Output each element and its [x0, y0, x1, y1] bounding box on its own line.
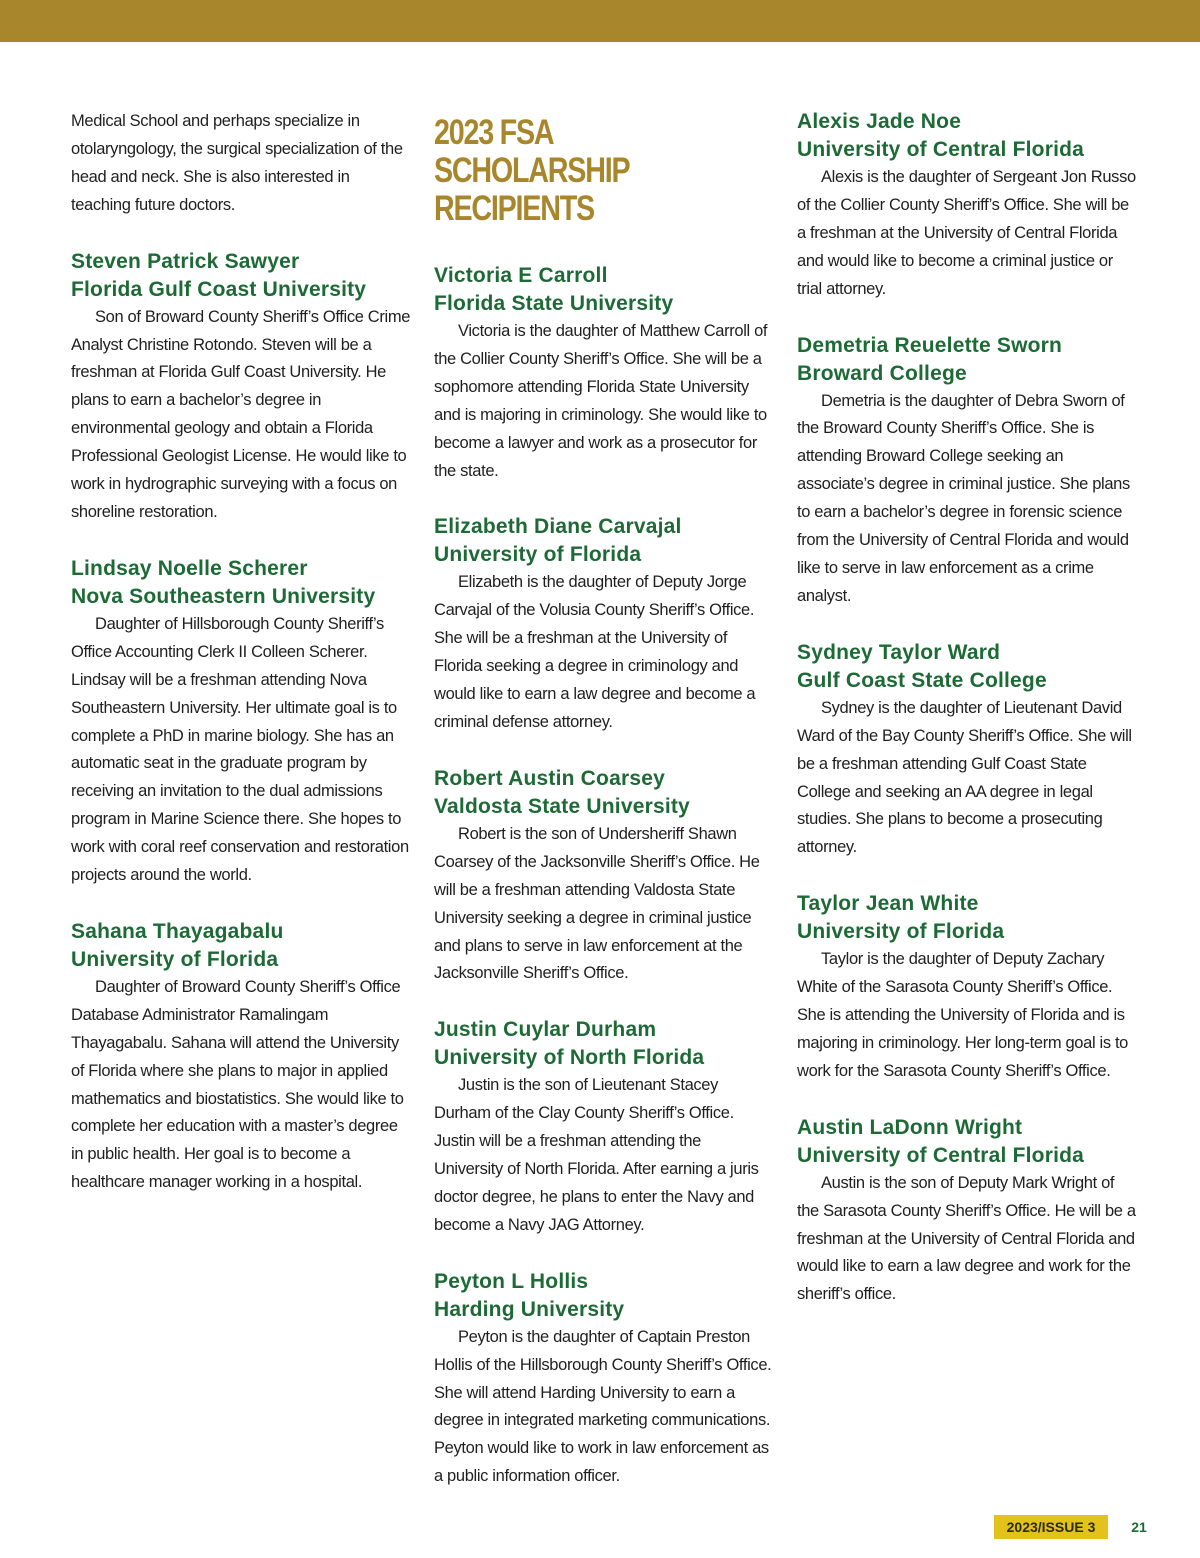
- recipient-school: Nova Southeastern University: [71, 584, 376, 608]
- recipient-name: Lindsay Noelle Scherer: [71, 556, 308, 580]
- recipient-name: Austin LaDonn Wright: [797, 1115, 1023, 1139]
- recipient-bio: Robert is the son of Undersheriff Shawn Coarsey of the Jacksonville Sheriff’s Office. He will be a freshman attending Valdosta State University seeking a degree in criminal justice and plans to serve in law enforcement at the Jacksonville Sheriff’s Office.: [434, 824, 760, 983]
- recipient-name: Elizabeth Diane Carvajal: [434, 515, 682, 539]
- recipient-heading: [71, 555, 411, 611]
- recipient-entry: [797, 890, 1137, 1086]
- page-number: 21: [1131, 1519, 1147, 1535]
- recipient-name: Steven Patrick Sawyer: [71, 249, 300, 273]
- recipient-school: University of Central Florida: [797, 1143, 1085, 1167]
- recipient-school: Valdosta State University: [434, 794, 690, 818]
- recipient-school: University of Central Florida: [797, 138, 1085, 161]
- recipient-entry: [71, 555, 411, 890]
- top-banner: [0, 0, 1200, 42]
- recipient-entry: [434, 1268, 774, 1491]
- recipient-heading: [797, 639, 1137, 695]
- recipient-bio: Peyton is the daughter of Captain Preston Hollis of the Hillsborough County Sheriff’s Office. She will attend Harding University to earn a degree in integrated marketing communications. Peyton would like to work in law enforcement as a public information officer.: [434, 1327, 772, 1486]
- recipient-heading: [797, 890, 1137, 946]
- recipient-school: University of Florida: [434, 543, 642, 567]
- recipient-bio: Taylor is the daughter of Deputy Zachary White of the Sarasota County Sheriff’s Office. She is attending the University of Florida and is majoring in criminology. Her long-term goal is to work for the Sarasota County Sheriff’s Office.: [797, 950, 1129, 1080]
- column-2: [434, 108, 774, 1519]
- recipient-name: Demetria Reuelette Sworn: [797, 333, 1063, 357]
- recipient-school: Florida Gulf Coast University: [71, 277, 367, 301]
- recipient-school: University of North Florida: [434, 1046, 705, 1070]
- column-1: [71, 108, 411, 1225]
- recipient-entry: [434, 765, 774, 988]
- recipient-entry: [797, 108, 1137, 304]
- recipient-name: Alexis Jade Noe: [797, 110, 962, 133]
- recipient-bio: Demetria is the daughter of Debra Sworn of the Broward County Sheriff’s Office. She is attending Broward College seeking an associate’s degree in criminal justice. She plans to earn a bachelor’s degree in forensic science from the University of Central Florida and would like to serve in law enforcement as a crime analyst.: [797, 391, 1130, 605]
- recipient-school: University of Florida: [71, 947, 279, 971]
- recipient-name: Victoria E Carroll: [434, 264, 608, 287]
- issue-label: 2023/ISSUE 3: [994, 1515, 1108, 1539]
- recipient-heading: [434, 1268, 774, 1324]
- recipient-school: Broward College: [797, 361, 967, 385]
- recipient-bio: Sydney is the daughter of Lieutenant David Ward of the Bay County Sheriff’s Office. She will be a freshman attending Gulf Coast State College and seeking an AA degree in legal studies. She plans to become a prosecuting attorney.: [797, 698, 1132, 857]
- recipient-name: Sydney Taylor Ward: [797, 640, 1001, 664]
- recipient-name: Robert Austin Coarsey: [434, 766, 665, 790]
- recipient-heading: [434, 262, 774, 318]
- column-3: [797, 108, 1137, 1337]
- recipient-name: Sahana Thayagabalu: [71, 919, 284, 943]
- recipient-heading: [434, 765, 774, 821]
- recipient-school: Florida State University: [434, 292, 674, 315]
- recipient-heading: [434, 513, 774, 569]
- recipient-name: Peyton L Hollis: [434, 1269, 589, 1293]
- recipient-name: Justin Cuylar Durham: [434, 1018, 657, 1042]
- recipient-entry: [434, 262, 774, 485]
- recipient-bio: Austin is the son of Deputy Mark Wright of the Sarasota County Sheriff’s Office. He will be a freshman at the University of Central Florida and would like to earn a law degree and work for the sheriff’s office.: [797, 1173, 1136, 1304]
- recipient-heading: [797, 1114, 1137, 1170]
- section-title: 2023 FSA SCHOLARSHIP RECIPIENTS: [434, 113, 629, 228]
- recipient-school: Harding University: [434, 1297, 625, 1321]
- recipient-entry: [71, 918, 411, 1197]
- recipient-entry: [797, 1114, 1137, 1310]
- recipient-entry: [434, 513, 774, 736]
- recipient-heading: [71, 918, 411, 974]
- continued-text: Medical School and perhaps specialize in otolaryngology, the surgical specialization of the head and neck. She is also interested in teaching future doctors.: [71, 112, 403, 214]
- recipient-bio: Elizabeth is the daughter of Deputy Jorge Carvajal of the Volusia County Sheriff’s Office. She will be a freshman at the University of Florida seeking a degree in criminology and would like to earn a law degree and become a criminal defense attorney.: [434, 573, 756, 731]
- recipient-heading: [71, 248, 411, 304]
- recipient-entry: [71, 248, 411, 527]
- recipient-bio: Daughter of Broward County Sheriff’s Office Database Administrator Ramalingam Thayagabalu. Sahana will attend the University of Florida where she plans to major in applied mathematics and biostatistics. She would like to complete her education with a master’s degree in public health. Her goal is to become a healthcare manager working in a hospital.: [71, 977, 404, 1192]
- recipient-entry: [797, 639, 1137, 862]
- recipient-bio: Daughter of Hillsborough County Sheriff’s Office Accounting Clerk II Colleen Scherer. Lindsay will be a freshman attending Nova Southeastern University. Her ultimate goal is to complete a PhD in marine biology. She has an automatic seat in the graduate program by receiving an invitation to the dual admissions program in Marine Science there. She hopes to work with coral reef conservation and restoration projects around the world.: [71, 614, 409, 885]
- recipient-heading: [797, 332, 1137, 388]
- recipient-bio: Justin is the son of Lieutenant Stacey Durham of the Clay County Sheriff’s Office. Justin will be a freshman attending the University of North Florida. After earning a juris doctor degree, he plans to enter the Navy and become a Navy JAG Attorney.: [434, 1076, 759, 1234]
- recipient-school: University of Florida: [797, 920, 1005, 944]
- recipient-entry: [434, 1016, 774, 1239]
- recipient-heading: [434, 1016, 774, 1072]
- recipient-entry: [797, 332, 1137, 611]
- recipient-heading: [797, 108, 1137, 164]
- recipient-name: Taylor Jean White: [797, 892, 979, 916]
- recipient-school: Gulf Coast State College: [797, 668, 1047, 692]
- recipient-bio: Alexis is the daughter of Sergeant Jon Russo of the Collier County Sheriff’s Office. She will be a freshman at the University of Central Florida and would like to become a criminal justice or trial attorney.: [797, 168, 1136, 298]
- recipient-bio: Son of Broward County Sheriff’s Office Crime Analyst Christine Rotondo. Steven will be a freshman at Florida Gulf Coast University. He plans to earn a bachelor’s degree in environmental geology and obtain a Florida Professional Geologist License. He would like to work in hydrographic surveying with a focus on shoreline restoration.: [71, 307, 411, 521]
- recipient-bio: Victoria is the daughter of Matthew Carroll of the Collier County Sheriff’s Office. She will be a sophomore attending Florida State University and is majoring in criminology. She would like to become a lawyer and work as a prosecutor for the state.: [434, 322, 768, 480]
